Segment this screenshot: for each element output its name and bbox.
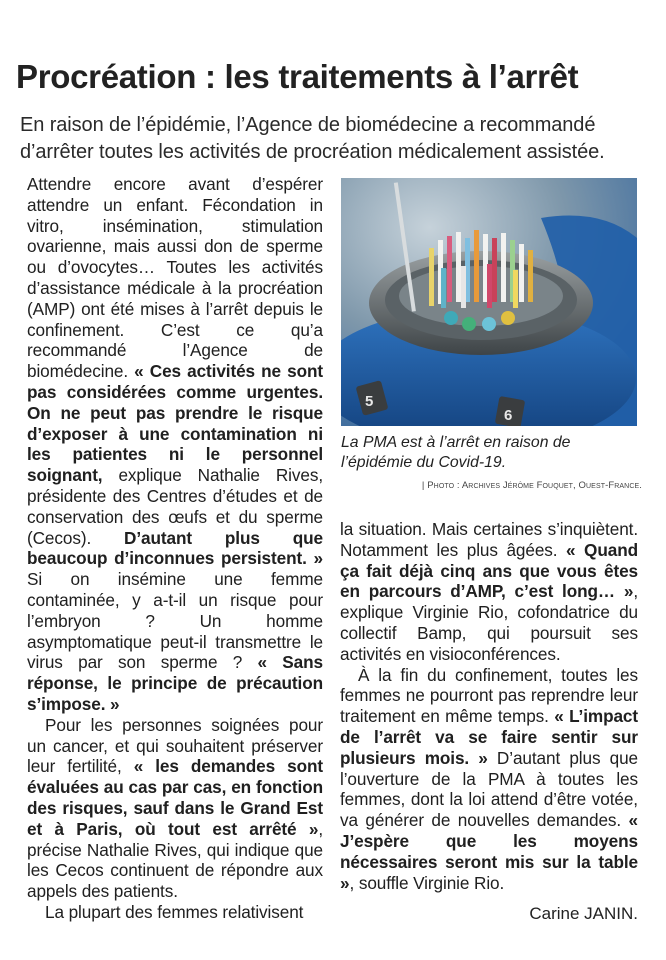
body-text: , explique Virginie Rio, cofondatrice du collectif Bamp, qui poursuit ses activités en visioconférences. — [340, 581, 638, 664]
article-title: Procréation : les traitements à l’arrêt — [16, 58, 579, 95]
paragraph — [340, 665, 638, 894]
article-photo — [341, 178, 637, 426]
cryo-tank-illustration — [341, 178, 637, 426]
paragraph — [27, 902, 323, 923]
photo-credit: | Photo : Archives Jérôme Fouquet, Ouest-France. — [421, 480, 642, 491]
tank-tag-label: 6 — [504, 407, 513, 424]
quote-text: « les demandes sont évaluées au cas par cas, en fonction des risques, sauf dans le Grand Est et à Paris, où tout est arrêté » — [27, 756, 323, 839]
body-text: Attendre encore avant d’espérer attendre un enfant. Fécondation in vitro, insémination, stimulation ovarienne, mais aussi don de sperme ou d’ovocytes… Toutes les activités d’assistance médicale à la procréation (AMP) ont été mises à l’arrêt depuis le confinement. C’est ce qu’a recommandé l’Agence de biomédecine. — [27, 174, 323, 382]
quote-text: « Quand ça fait déjà cinq ans que vous êtes en parcours d’AMP, c’est long… » — [340, 539, 638, 602]
paragraph — [340, 519, 638, 665]
paragraph — [27, 174, 323, 715]
paragraph — [27, 715, 323, 902]
quote-text: D’autant plus que beaucoup d’inconnues persistent. » — [27, 527, 323, 569]
author-signature: Carine JANIN. — [529, 904, 638, 923]
body-text: D’autant plus que l’ouverture de la PMA à toutes les femmes, dont la loi attend d’être votée, va générer de nouvelles demandes. — [340, 747, 639, 831]
article-standfirst: En raison de l’épidémie, l’Agence de biomédecine a recommandé d’arrêter toutes les activités de procréation médicalement assistée. — [20, 114, 605, 163]
body-text: explique Nathalie Rives, présidente des Centres d’études et de conservation des œufs et du sperme (Cecos). — [27, 465, 323, 548]
quote-text: « Sans réponse, le principe de précaution s’impose. » — [27, 652, 323, 714]
body-text: , souffle Virginie Rio. — [349, 872, 505, 893]
body-text: La plupart des femmes relativisent — [45, 901, 304, 922]
body-text: la situation. Mais certaines s’inquiètent. Notamment les plus âgées. — [340, 519, 638, 560]
article-left-column — [27, 174, 323, 923]
body-text: Pour les personnes soignées pour un cancer, et qui souhaitent préserver leur fertilité, — [27, 714, 323, 777]
quote-text: « L’impact de l’arrêt va se faire sentir sur plusieurs mois. » — [340, 706, 639, 768]
body-text: , précise Nathalie Rives, qui indique que les Cecos continuent de répondre aux appels des patients. — [27, 818, 323, 902]
article-right-column — [340, 519, 638, 893]
tank-tag-label: 5 — [365, 393, 374, 410]
body-text: À la fin du confinement, toutes les femmes ne pourront pas reprendre leur traitement en même temps. — [340, 664, 638, 727]
quote-text: « J’espère que les moyens nécessaires seront mis sur la table » — [340, 810, 638, 893]
quote-text: « Ces activités ne sont pas considérées comme urgentes. On ne peut pas prendre le risque d’exposer à une contamination ni les patientes ni le personnel soignant, — [27, 361, 323, 486]
body-text: Si on insémine une femme contaminée, y a-t-il un risque pour l’embryon ? Un homme asymptomatique peut-il transmettre le virus par son sperme ? — [27, 569, 323, 673]
photo-caption: La PMA est à l’arrêt en raison de l’épidémie du Covid-19. — [341, 434, 571, 471]
